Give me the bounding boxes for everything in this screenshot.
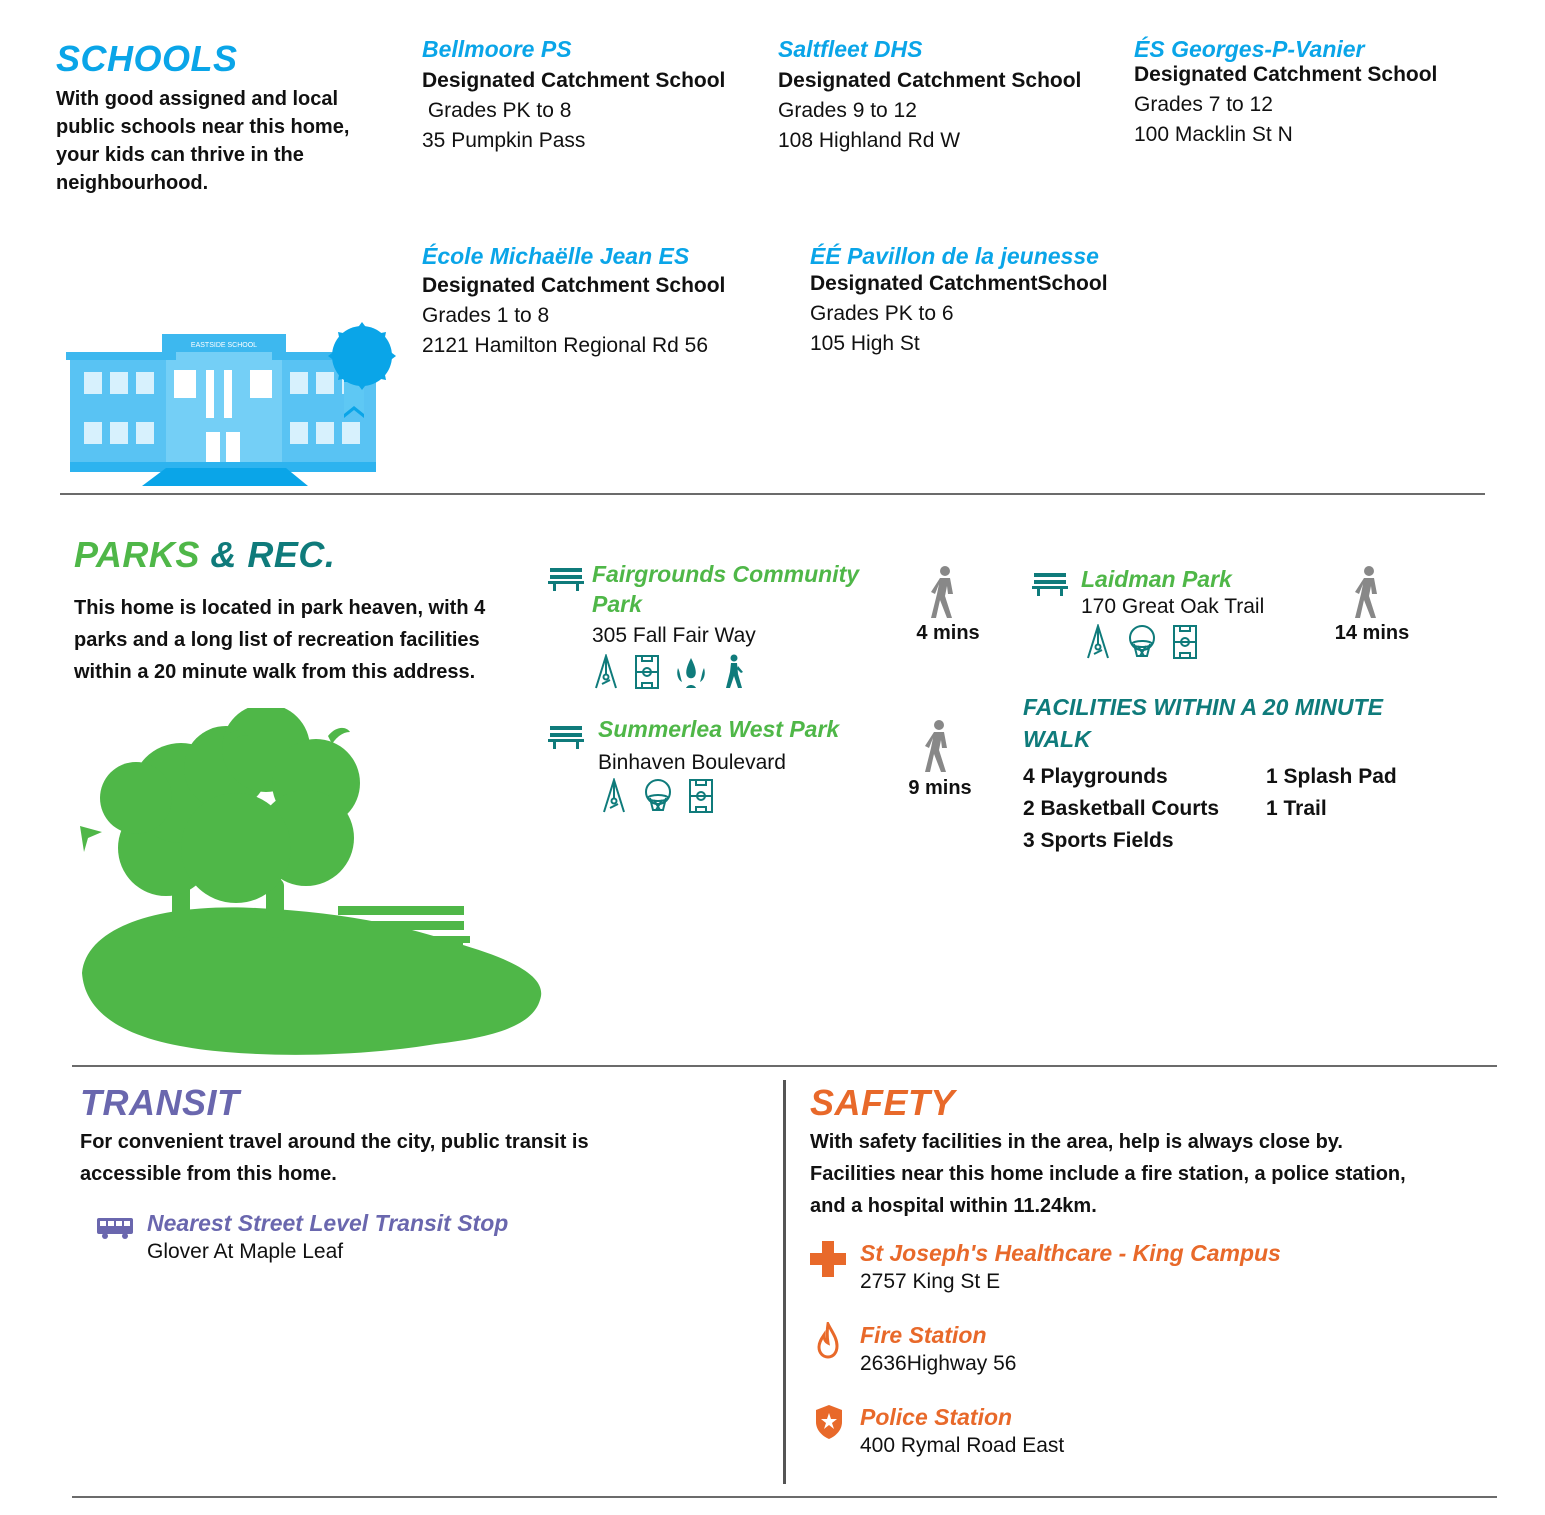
school-building-illustration (66, 320, 396, 488)
school-address: 108 Highland Rd W (778, 129, 961, 152)
splash-pad-icon (674, 654, 708, 690)
sports-field-icon (1172, 624, 1198, 660)
sports-field-icon (688, 778, 714, 814)
safety-facility-address: 2636Highway 56 (860, 1352, 1017, 1375)
police-badge-icon (815, 1404, 843, 1440)
park-address: 305 Fall Fair Way (592, 624, 756, 647)
trail-icon (722, 654, 744, 690)
safety-facility-address: 400 Rymal Road East (860, 1434, 1065, 1457)
school-item (810, 243, 1108, 356)
school-address: 2121 Hamilton Regional Rd 56 (422, 334, 709, 357)
school-name: ÉS Georges-P-Vanier (1134, 36, 1365, 62)
section-divider (72, 1496, 1497, 1498)
school-grades: Grades PK to 8 (422, 99, 572, 122)
facility-item: 1 Trail (1266, 797, 1327, 820)
walk-time: 14 mins (1334, 622, 1410, 644)
safety-intro: With safety facilities in the area, help is always close by. Facilities near this home include a fire station, a police station, and a hospital within 11.24km. (810, 1131, 1406, 1217)
school-address: 100 Macklin St N (1134, 123, 1293, 146)
walking-person-icon (928, 566, 962, 620)
flame-icon (816, 1322, 840, 1360)
parks-intro: This home is located in park heaven, with 4 parks and a long list of recreation facilities within a 20 minute walk from this address. (74, 597, 486, 683)
school-designation: Designated Catchment School (778, 69, 1082, 92)
school-item (422, 36, 725, 153)
section-divider (60, 493, 1485, 495)
transit-intro: For convenient travel around the city, public transit is accessible from this home. (80, 1131, 589, 1185)
safety-title: SAFETY (810, 1082, 956, 1123)
park-illustration (76, 708, 546, 1058)
school-designation: Designated Catchment School (1134, 63, 1438, 86)
park-amenity-icons (1084, 624, 1198, 660)
walk-time: 4 mins (916, 622, 980, 644)
school-name: ÉÉ Pavillon de la jeunesse (810, 243, 1099, 269)
school-designation: Designated CatchmentSchool (810, 272, 1108, 295)
bus-icon (96, 1216, 134, 1240)
transit-stop-name: Glover At Maple Leaf (147, 1240, 344, 1263)
school-name: Bellmoore PS (422, 36, 572, 62)
park-bench-icon (548, 724, 584, 750)
safety-facility-address: 2757 King St E (860, 1270, 1001, 1293)
schools-title: SCHOOLS (56, 38, 238, 79)
playground-icon (592, 654, 620, 690)
facility-item: 1 Splash Pad (1266, 765, 1397, 788)
walking-person-icon (1352, 566, 1386, 620)
school-address: 35 Pumpkin Pass (422, 129, 586, 152)
facility-item: 2 Basketball Courts (1023, 797, 1220, 820)
transit-title: TRANSIT (80, 1082, 240, 1123)
park-amenity-icons (592, 654, 744, 690)
basketball-icon (640, 778, 676, 814)
school-grades: Grades 9 to 12 (778, 99, 917, 122)
school-designation: Designated Catchment School (422, 69, 726, 92)
basketball-icon (1124, 624, 1160, 660)
park-name: Laidman Park (1081, 566, 1232, 592)
school-name: École Michaëlle Jean ES (422, 243, 690, 269)
hospital-cross-icon (809, 1240, 847, 1278)
section-divider (72, 1065, 1497, 1067)
safety-facility-name: St Joseph's Healthcare - King Campus (860, 1240, 1281, 1266)
safety-facility-name: Fire Station (860, 1322, 987, 1348)
park-bench-icon (1032, 571, 1068, 597)
safety-facility-name: Police Station (860, 1404, 1013, 1430)
school-name: Saltfleet DHS (778, 36, 923, 62)
school-item (422, 243, 725, 358)
park-amenity-icons (600, 778, 714, 814)
facilities-title: FACILITIES WITHIN A 20 MINUTE WALK (1023, 694, 1383, 752)
schools-intro: With good assigned and local public schools near this home, your kids can thrive in the neighbourhood. (56, 88, 350, 194)
facility-item: 4 Playgrounds (1023, 765, 1168, 788)
facility-item: 3 Sports Fields (1023, 829, 1174, 852)
school-item (1134, 36, 1437, 147)
school-address: 105 High St (810, 332, 920, 355)
sports-field-icon (634, 654, 660, 690)
facilities-list (1023, 761, 1219, 857)
school-grades: Grades 7 to 12 (1134, 93, 1273, 116)
playground-icon (600, 778, 628, 814)
walking-person-icon (922, 720, 956, 774)
school-designation: Designated Catchment School (422, 274, 726, 297)
school-grades: Grades 1 to 8 (422, 304, 550, 327)
park-address: 170 Great Oak Trail (1081, 595, 1265, 618)
column-divider (783, 1080, 786, 1484)
walk-time: 9 mins (908, 777, 972, 799)
facilities-list (1266, 761, 1397, 825)
park-bench-icon (548, 566, 584, 592)
school-sign: EASTSIDE SCHOOL (190, 342, 258, 349)
park-name: Fairgrounds Community Park (592, 561, 860, 617)
parks-title: PARKS & REC. (74, 534, 336, 575)
playground-icon (1084, 624, 1112, 660)
transit-stop-label: Nearest Street Level Transit Stop (147, 1210, 509, 1236)
school-grades: Grades PK to 6 (810, 302, 954, 325)
park-address: Binhaven Boulevard (598, 751, 786, 774)
park-name: Summerlea West Park (598, 716, 840, 742)
school-item (778, 36, 1081, 153)
